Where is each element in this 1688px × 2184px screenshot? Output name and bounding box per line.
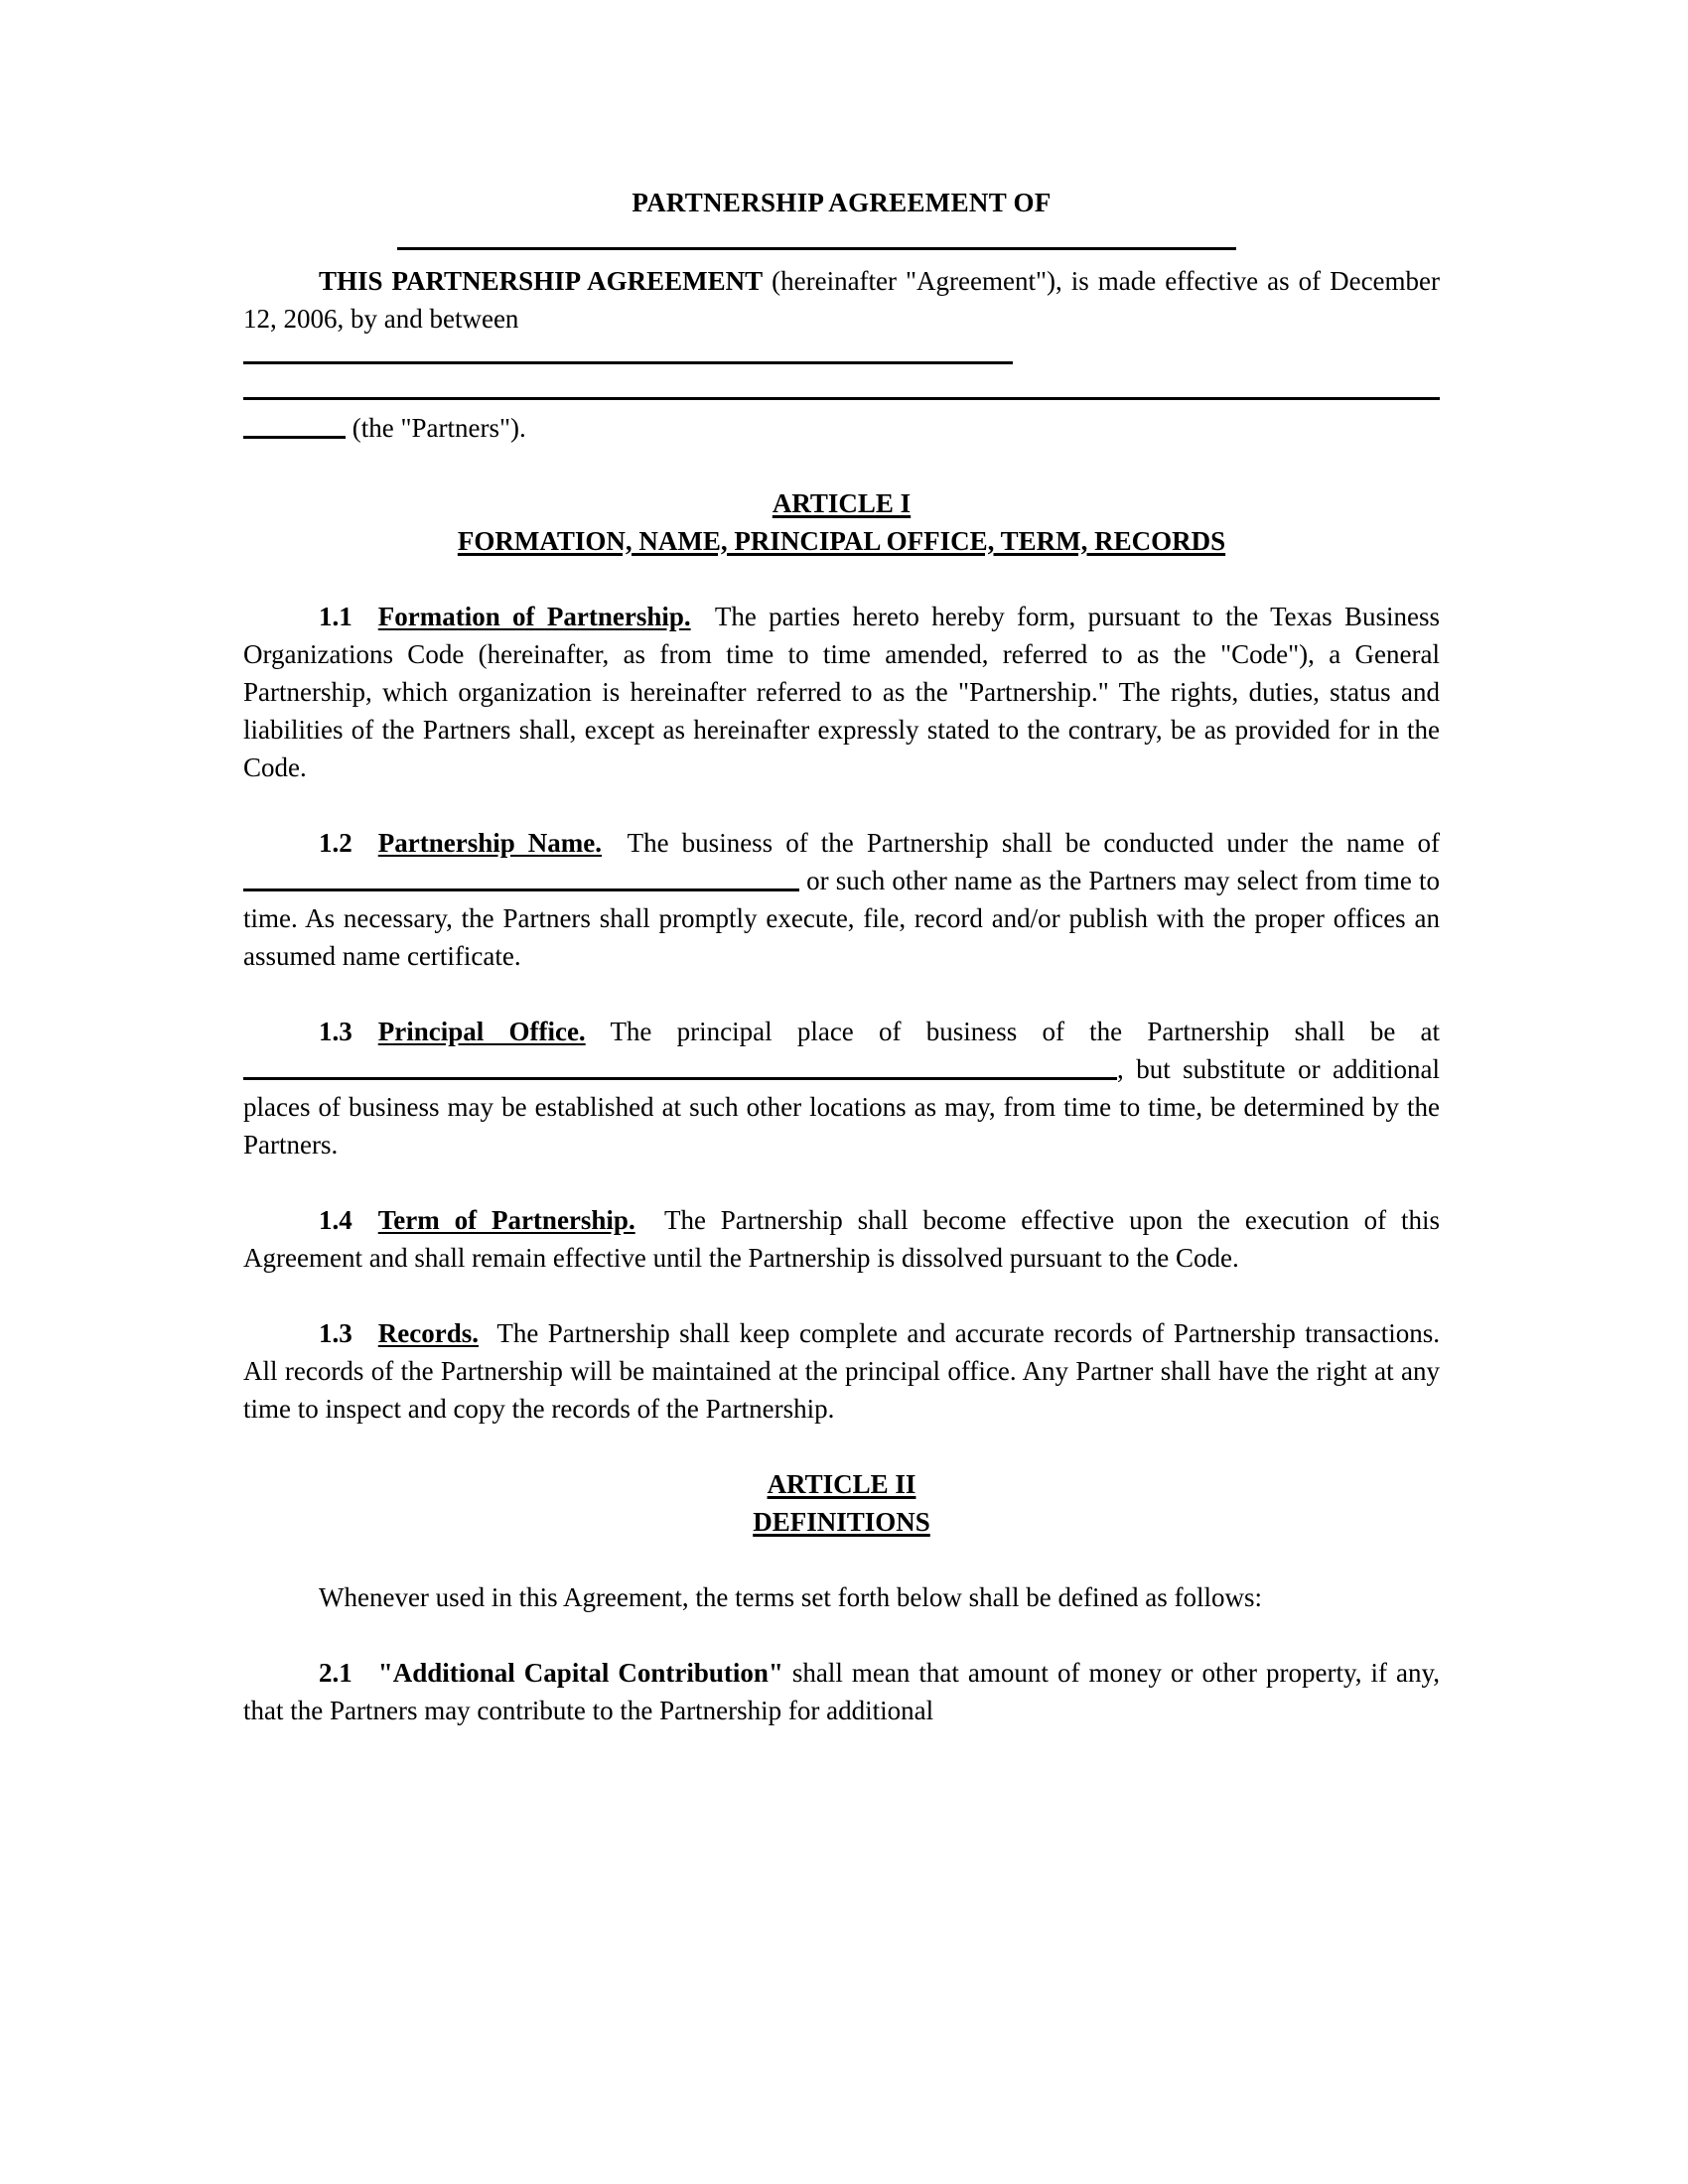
section-heading: Records.: [377, 1317, 479, 1348]
article-heading-2: [243, 1465, 1440, 1541]
spacer: [243, 447, 1440, 484]
spacer: [243, 975, 1440, 1013]
section-body-after-blank: or such other name as the Partners may select from time to time. As necessary, the Partners shall promptly execute, file, record and/or publish with the proper offices an assumed name certificate.: [243, 865, 1440, 971]
section-heading: Term of Partnership.: [377, 1204, 635, 1235]
preamble-blank-row-2: [243, 373, 1440, 409]
preamble-blank-row-1: [243, 338, 1440, 373]
definitions-intro: [243, 1578, 1440, 1616]
section-heading: Partnership Name.: [377, 827, 603, 858]
article-number-1: ARTICLE I: [772, 487, 912, 518]
section-1-1: [243, 598, 1440, 786]
spacer: [243, 560, 1440, 598]
section-body-after-blank: , but substitute or additional places of business may be established at such other locations as may, from time to time, be determined by the Partners.: [243, 1053, 1440, 1160]
spacer: [243, 1163, 1440, 1201]
article-title-2: DEFINITIONS: [753, 1506, 930, 1537]
spacer: [243, 1616, 1440, 1654]
section-number: 1.3: [319, 1016, 352, 1046]
section-number: 1.1: [319, 601, 352, 631]
document-body: [243, 0, 1440, 1729]
spacer: [243, 1428, 1440, 1465]
spacer: [243, 1541, 1440, 1578]
section-1-3-records: [243, 1314, 1440, 1428]
article-heading-1: [243, 484, 1440, 560]
preamble-closing-text: (the "Partners").: [352, 412, 526, 443]
preamble-rest: (hereinafter "Agreement"), is made effective as of December 12, 2006, by and between: [243, 265, 1441, 334]
section-1-2: [243, 824, 1440, 975]
article-title-1: FORMATION, NAME, PRINCIPAL OFFICE, TERM, RECORDS: [457, 525, 1226, 556]
section-body: The Partnership shall keep complete and accurate records of Partnership transactions. All records of the Partnership will be maintained at the principal office. Any Partner shall have the right at any time to inspect and copy the records of the Partnership.: [243, 1317, 1441, 1424]
section-body: shall mean that amount of money or other property, if any, that the Partners may contribute to the Partnership for additional: [243, 1657, 1440, 1725]
partnership-name-blank[interactable]: [243, 865, 799, 891]
section-number: 1.2: [319, 827, 352, 858]
section-body: The Partnership shall become effective upon the execution of this Agreement and shall remain effective until the Partnership is dissolved pursuant to the Code.: [243, 1204, 1440, 1273]
article-number-2: ARTICLE II: [767, 1468, 916, 1499]
page-title: PARTNERSHIP AGREEMENT OF: [632, 188, 1052, 217]
preamble-closing-line: [243, 409, 1440, 447]
partner-name-blank-1[interactable]: [243, 338, 1013, 364]
partner-name-blank-3[interactable]: [243, 412, 346, 439]
partner-name-blank-2[interactable]: [243, 373, 1440, 400]
section-number: 1.4: [319, 1204, 352, 1235]
preamble-lead: THIS PARTNERSHIP AGREEMENT: [319, 265, 764, 296]
section-body-before-blank: The business of the Partnership shall be conducted under the name of: [627, 827, 1441, 858]
section-body-before-blank: The principal place of business of the Partnership shall be at: [610, 1016, 1441, 1046]
definitions-intro-text: Whenever used in this Agreement, the terms set forth below shall be defined as follows:: [319, 1581, 1262, 1612]
preamble-paragraph: [243, 262, 1440, 338]
principal-office-blank[interactable]: [243, 1053, 1117, 1080]
section-body: The parties hereto hereby form, pursuant to the Texas Business Organizations Code (hereinafter, as from time to time amended, referred to as the "Code"), a General Partnership, which organization is hereinafter referred to as the "Partnership." The rights, duties, status and liabilities of the Partners shall, except as hereinafter expressly stated to the contrary, be as provided for in the Code.: [243, 601, 1441, 782]
section-heading: Principal Office.: [377, 1016, 586, 1046]
section-heading: "Additional Capital Contribution": [377, 1657, 783, 1688]
section-1-3-principal-office: [243, 1013, 1440, 1163]
section-number: 2.1: [319, 1657, 352, 1688]
title-fill-in-blank: [243, 218, 1440, 262]
spacer: [243, 786, 1440, 824]
section-1-4: [243, 1201, 1440, 1277]
spacer: [243, 1277, 1440, 1314]
section-number: 1.3: [319, 1317, 352, 1348]
section-heading: Formation of Partnership.: [377, 601, 691, 631]
section-2-1: [243, 1654, 1440, 1729]
